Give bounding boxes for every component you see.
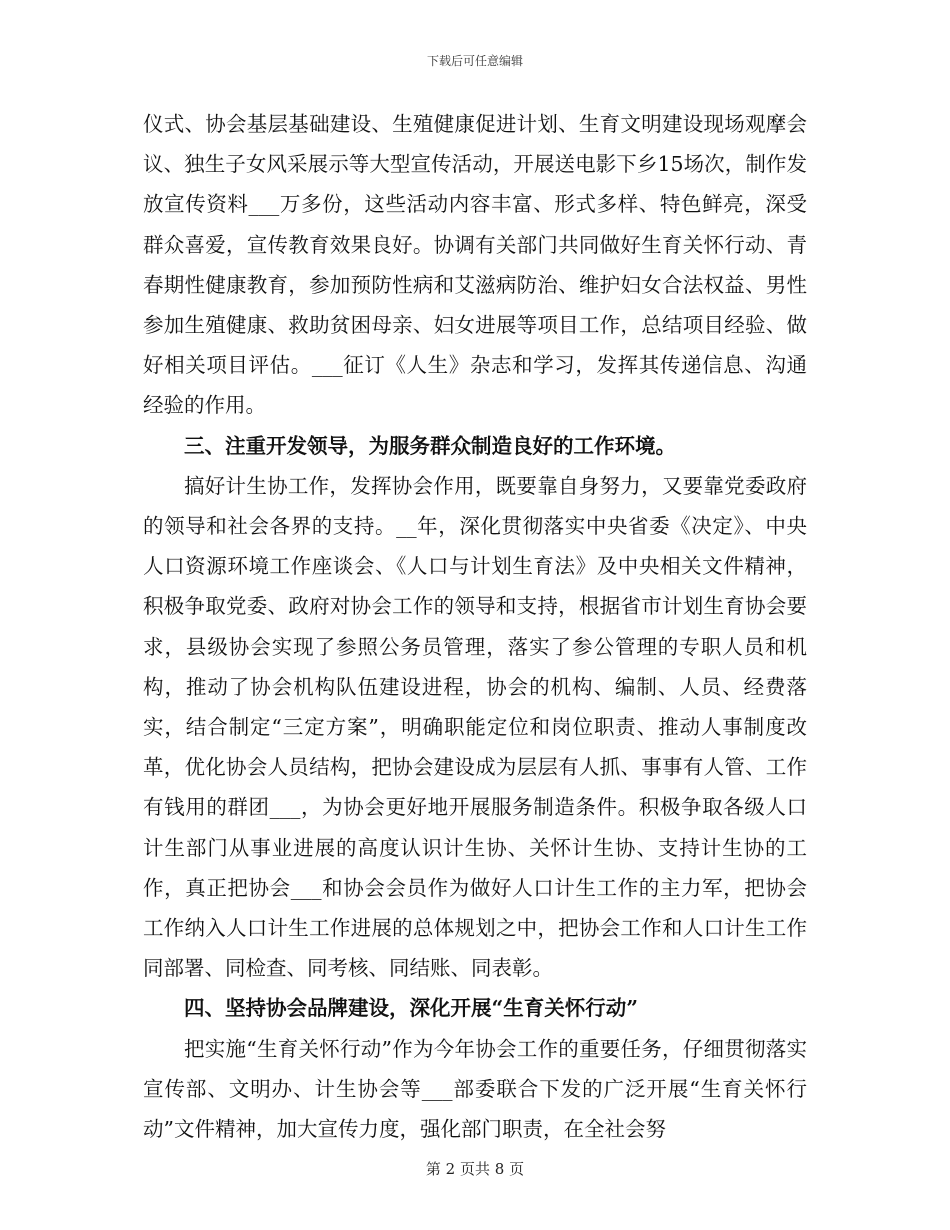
page-header: 下载后可任意编辑 (426, 54, 523, 68)
paragraph-continued: 仪式、协会基层基础建设、生殖健康促进计划、生育文明建设现场观摩会议、独生子女风采展示等大型宣传活动，开展送电影下乡15场次，制作发放宣传资料___万多份，这些活动内容丰富、形式多样、特色鲜亮，深受群众喜爱，宣传教育效果良好。协调有关部门共同做好生育关怀行动、青春期性健康教育，参加预防性病和艾滋病防治、维护妇女合法权益、男性参加生殖健康、救助贫困母亲、妇女进展等项目工作，总结项目经验、做好相关项目评估。___征订《人生》杂志和学习，发挥其传递信息、沟通经验的作用。 (143, 112, 807, 418)
paragraph-section-3: 搞好计生协工作，发挥协会作用，既要靠自身努力，又要靠党委政府的领导和社会各界的支持。__年，深化贯彻落实中央省委《决定》、中央人口资源环境工作座谈会、《人口与计划生育法》及中央相关文件精神，积极争取党委、政府对协会工作的领导和支持，根据省市计划生育协会要求，县级协会实现了参照公务员管理，落实了参公管理的专职人员和机构，推动了协会机构队伍建设进程，协会的机构、编制、人员、经费落实，结合制定“三定方案”，明确职能定位和岗位职责、推动人事制度改革，优化协会人员结构，把协会建设成为层层有人抓、事事有人管、工作有钱用的群团___，为协会更好地开展服务制造条件。积极争取各级人口计生部门从事业进展的高度认识计生协、关怀计生协、支持计生协的工作，真正把协会___和协会会员作为做好人口计生工作的主力军，把协会工作纳入人口计生工作进展的总体规划之中，把协会工作和人口计生工作同部署、同检查、同考核、同结账、同表彰。 (143, 473, 807, 981)
document-body (143, 104, 807, 1149)
paragraph-section-4: 把实施“生育关怀行动”作为今年协会工作的重要任务，仔细贯彻落实宣传部、文明办、计生协会等___部委联合下发的广泛开展“生育关怀行动”文件精神，加大宣传力度，强化部门职责，在全社会努 (143, 1036, 807, 1142)
section-heading-3: 三、注重开发领导，为服务群众制造良好的工作环境。 (184, 433, 676, 458)
section-heading-4: 四、坚持协会品牌建设，深化开展“生育关怀行动” (184, 996, 639, 1021)
page-number: 第 2 页共 8 页 (425, 1160, 525, 1178)
